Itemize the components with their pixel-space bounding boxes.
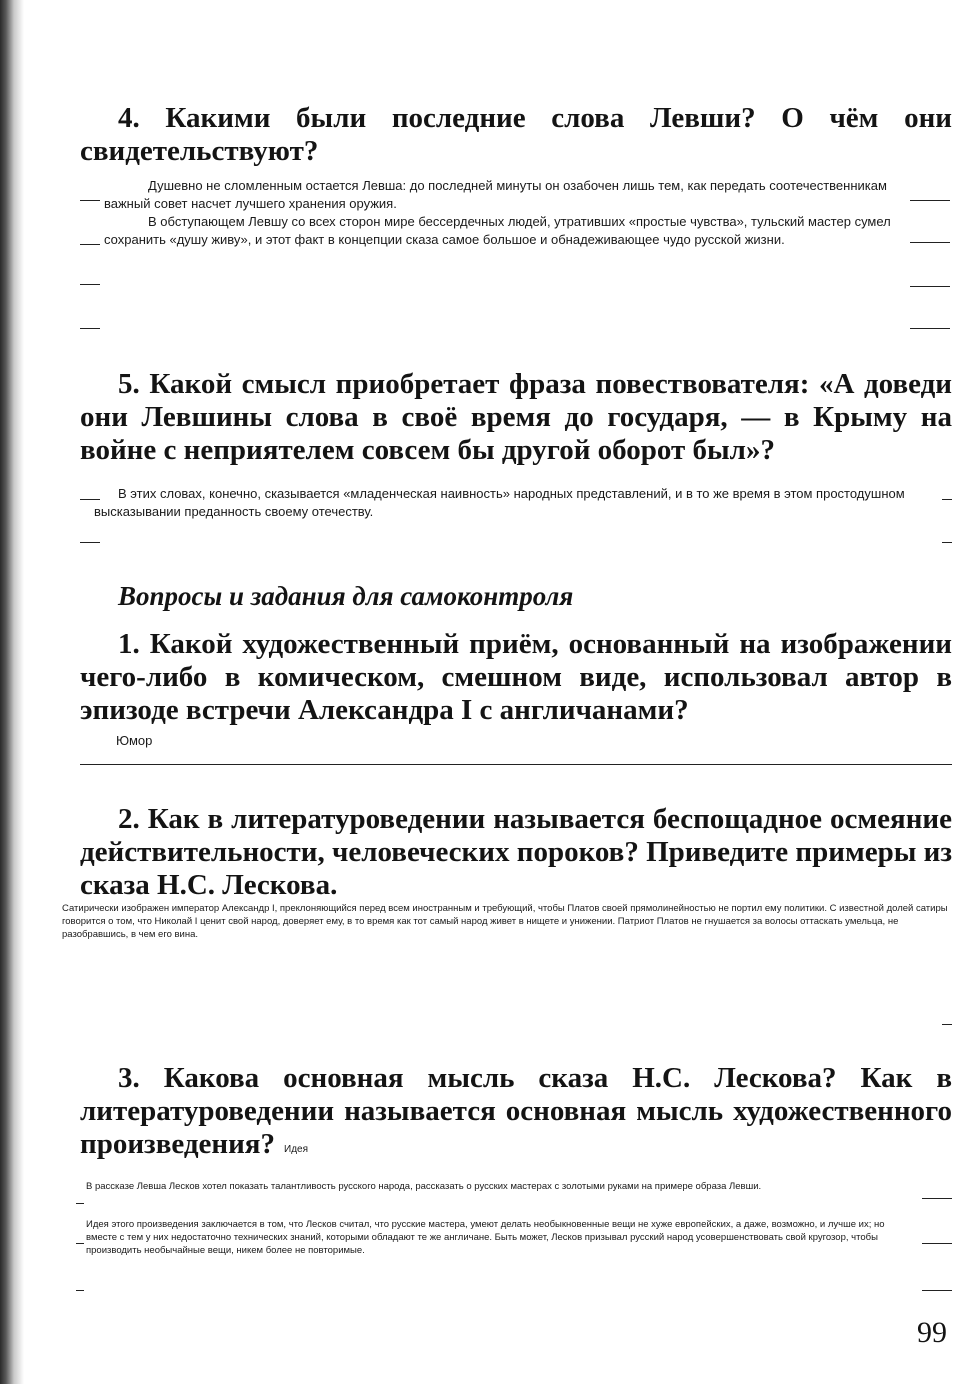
answer-line [80, 244, 100, 245]
answer-4 [104, 177, 894, 249]
question-sc-3: 3. Какова основная мысль сказа Н.С. Лескова? Как в литературоведении называется основная мысль художественного произведения? [80, 1062, 952, 1160]
answer-line [76, 1243, 84, 1244]
answer-sc-3-paragraph-2: Идея этого произведения заключается в том, что Лесков считал, что русские мастера, умеют делать необыкновенные вещи не хуже европейских, а даже, возможно, и лучше их; но вместе с тем у них недостаточно технических знаний, которыми обладают те же англичане. Быть может, Лесков призывал русский народ усовершенствовать свой кругозор, чтобы производить необычайные вещи, никем более не повторимые. [86, 1219, 885, 1256]
question-5: 5. Какой смысл приобретает фраза повествователя: «А доведи они Левшины слова в своё время до государя, — в Крыму на войне с неприятелем совсем бы другой оборот был»? [80, 368, 952, 466]
answer-line [922, 1243, 952, 1244]
answer-line [80, 764, 952, 765]
answer-line [910, 242, 950, 243]
answer-line [80, 200, 100, 201]
answer-line [80, 284, 100, 285]
answer-line [910, 200, 950, 201]
answer-4-paragraph-2: В обступающем Левшу со всех сторон мире бессердечных людей, утративших «простые чувства», тульский мастер сумел сохранить «душу живу», и этот факт в концепции сказа самое большое и обнадеживающее чудо русской жизни. [104, 214, 891, 247]
section-heading-self-control: Вопросы и задания для самоконтроля [118, 581, 574, 611]
answer-sc-3-paragraph-1: В рассказе Левша Лесков хотел показать талантливость русского народа, рассказать о русских мастерах с золотыми руками на примере образа Левши. [86, 1181, 762, 1192]
answer-line [922, 1198, 952, 1199]
answer-line [922, 1290, 952, 1291]
answer-line [80, 499, 100, 500]
answer-sc-1: Юмор [116, 733, 153, 748]
question-sc-1: 1. Какой художественный приём, основанный на изображении чего-либо в комическом, смешном виде, использовал автор в эпизоде встречи Александра I с англичанами? [80, 628, 952, 726]
answer-line [76, 1290, 84, 1291]
page-number: 99 [917, 1316, 947, 1349]
answer-line [942, 1024, 952, 1025]
answer-5: В этих словах, конечно, сказывается «младенческая наивность» народных представлений, и в то же время в этом простодушном высказывании преданность своему отечеству. [94, 486, 905, 519]
answer-line [910, 286, 950, 287]
question-4: 4. Какими были последние слова Левши? О чём они свидетельствуют? [80, 102, 952, 167]
question-sc-2: 2. Как в литературоведении называется беспощадное осмеяние действительности, человеческих пороков? Приведите примеры из сказа Н.С. Лескова. [80, 803, 952, 901]
answer-line [80, 542, 100, 543]
answer-sc-3-term: Идея [284, 1144, 308, 1155]
answer-line [80, 328, 100, 329]
answer-line [942, 499, 952, 500]
answer-line [942, 542, 952, 543]
scan-shadow-edge [0, 0, 24, 1384]
answer-4-paragraph-1: Душевно не сломленным остается Левша: до последней минуты он озабочен лишь тем, как передать соотечественникам важный совет насчет лучшего хранения оружия. [104, 178, 887, 211]
answer-sc-2: Сатирически изображен император Александр I, преклоняющийся перед всем иностранным и требующий, чтобы Платов своей прямолинейностью не портил ему политики. С известной долей сатиры говорится о том, что Николай I ценит свой народ, доверяет ему, в то время как тот самый народ живет в нищете и унижении. Патриот Платов не гнушается за волосы оттаскать умельца, не разобравшись, в чем его вина. [62, 903, 948, 940]
answer-line [76, 1203, 84, 1204]
answer-line [910, 328, 950, 329]
